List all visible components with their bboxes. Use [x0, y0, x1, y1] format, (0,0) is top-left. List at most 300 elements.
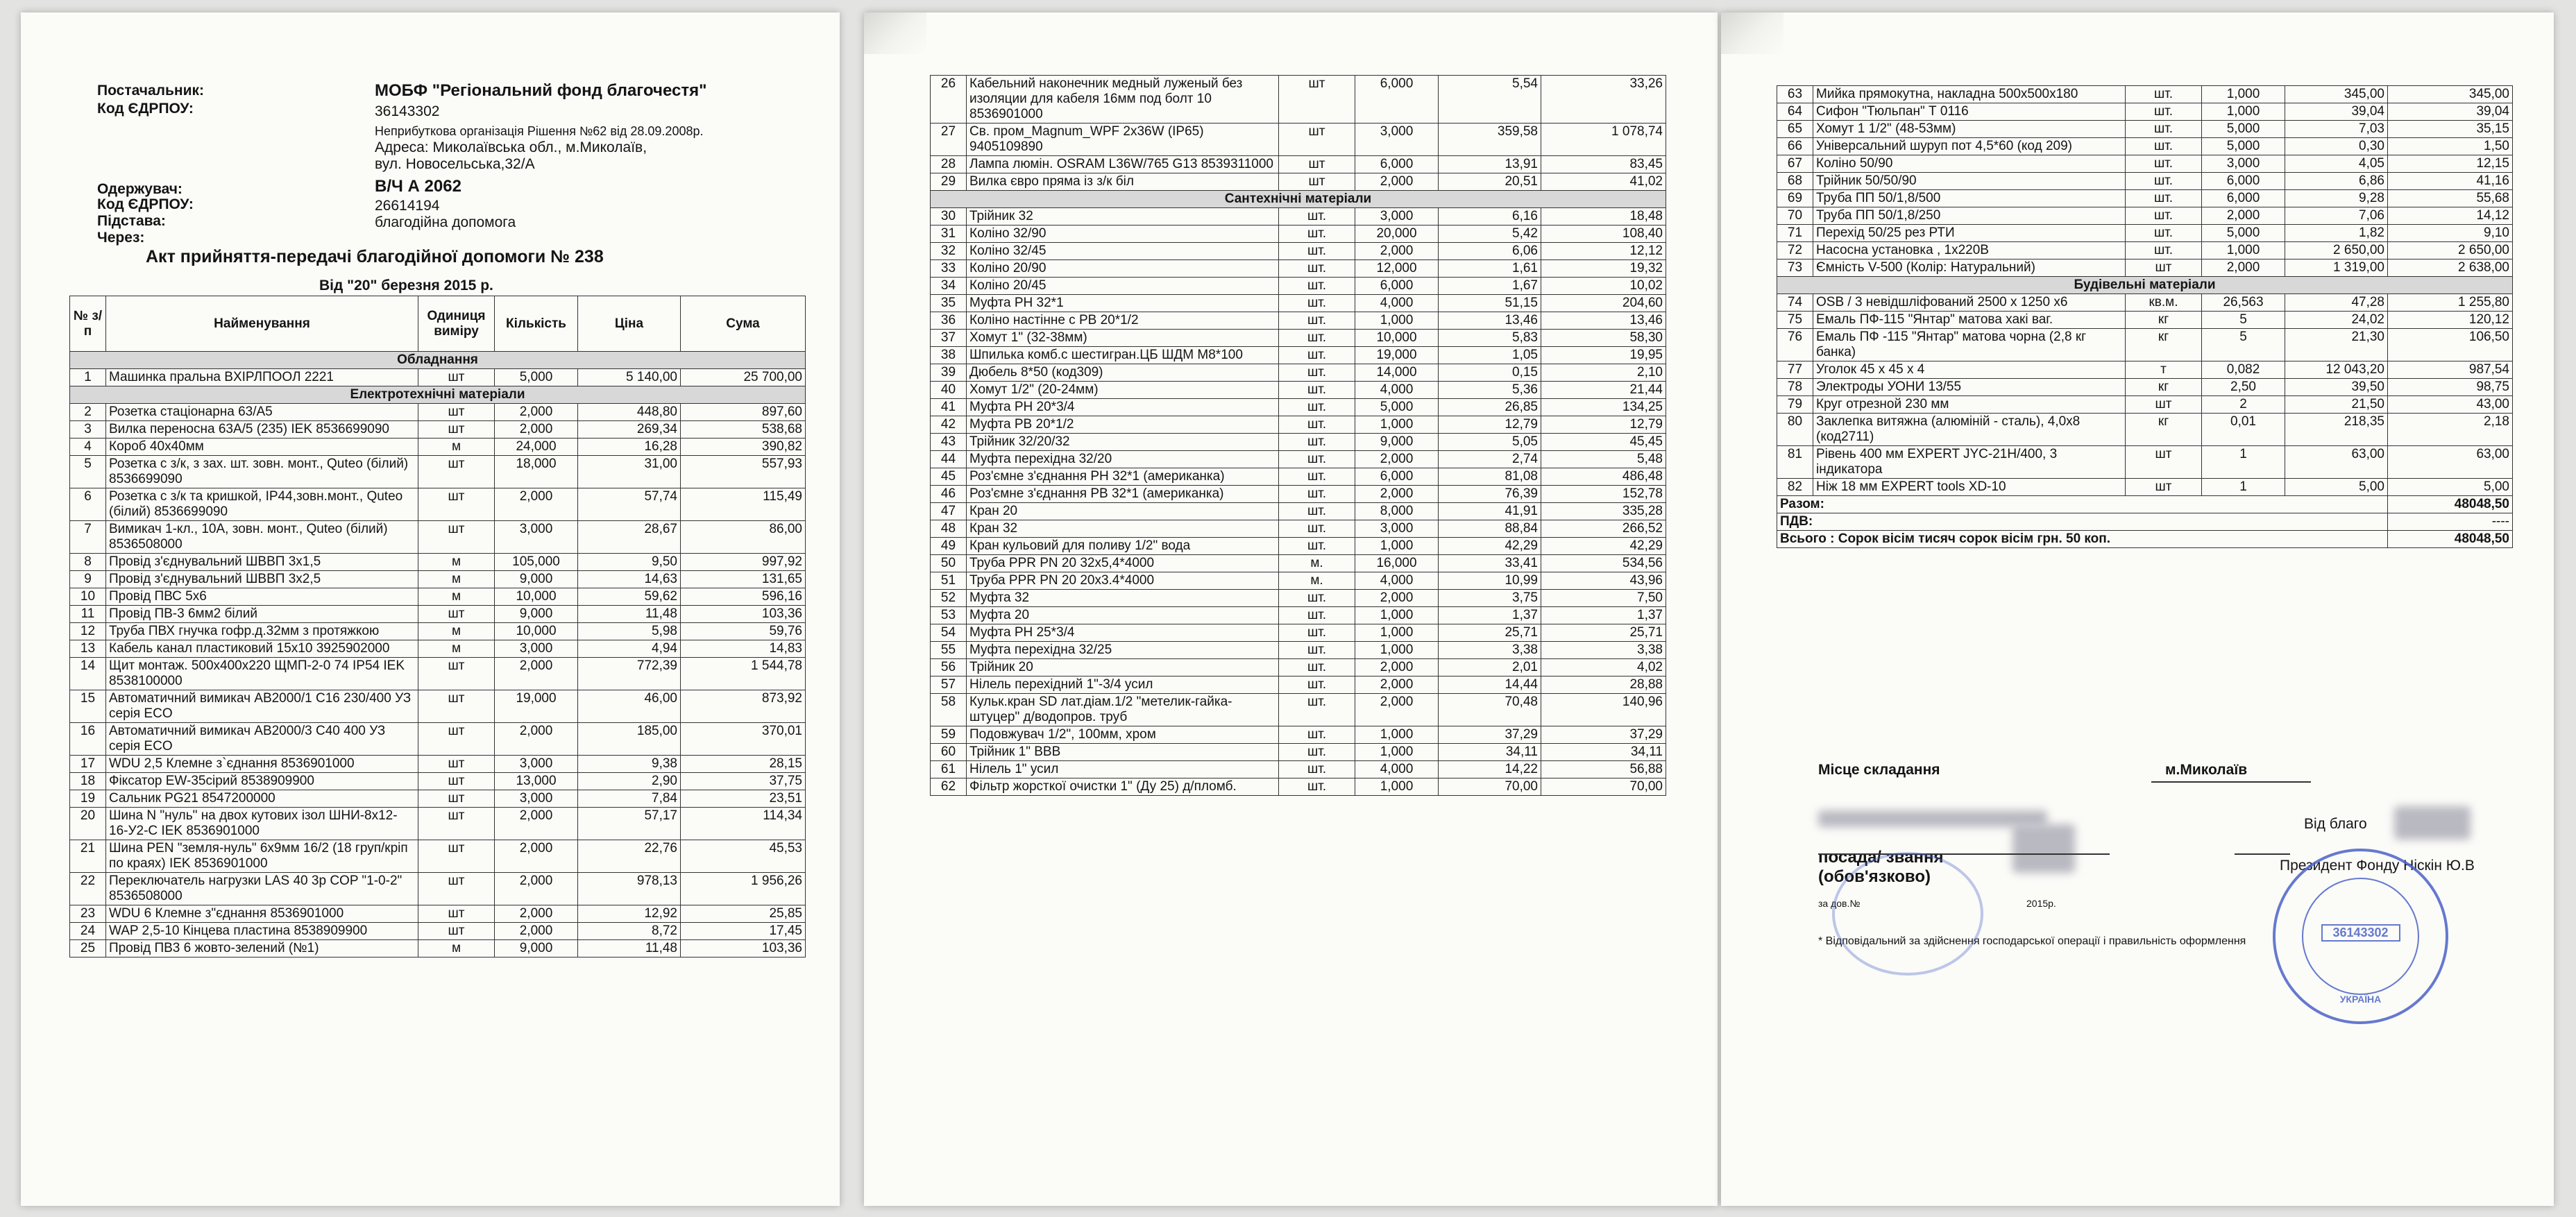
table-row: [931, 434, 1666, 451]
row-number: 79: [1777, 396, 1813, 414]
row-number: 44: [931, 451, 967, 468]
item-name: Мийка прямокутна, накладна 500х500х180: [1813, 86, 2126, 103]
table-row: [931, 312, 1666, 330]
item-unit: шт.: [1279, 225, 1355, 243]
item-unit: шт: [418, 773, 495, 790]
item-qty: 18,000: [495, 456, 578, 488]
item-price: 70,00: [1439, 778, 1541, 796]
item-sum: 2 650,00: [2388, 242, 2513, 259]
item-qty: 6,000: [1355, 278, 1439, 295]
recipient-label: Одержувач:: [97, 181, 183, 197]
row-number: 35: [931, 295, 967, 312]
row-number: 13: [70, 640, 106, 658]
item-price: 47,28: [2285, 294, 2388, 312]
item-sum: 58,30: [1541, 330, 1666, 347]
item-name: Роз'ємне з'єднання РВ 32*1 (американка): [967, 486, 1279, 503]
item-sum: 335,28: [1541, 503, 1666, 520]
item-name: Провід ПВС 5х6: [106, 588, 418, 606]
row-number: 16: [70, 723, 106, 756]
basis-label: Підстава:: [97, 213, 166, 229]
col-header-num: № з/п: [70, 296, 106, 352]
item-qty: 1,000: [1355, 607, 1439, 624]
row-number: 24: [70, 923, 106, 940]
item-price: 31,00: [578, 456, 681, 488]
item-name: Провід з'єднувальний ШВВП 3х2,5: [106, 571, 418, 588]
item-qty: 2,000: [1355, 486, 1439, 503]
table-row: [931, 399, 1666, 416]
item-sum: 4,02: [1541, 659, 1666, 676]
item-qty: 3,000: [1355, 520, 1439, 538]
item-name: WAP 2,5-10 Кінцева пластина 8538909900: [106, 923, 418, 940]
item-sum: 131,65: [681, 571, 806, 588]
item-name: Труба PPR PN 20 20х3.4*4000: [967, 572, 1279, 590]
item-sum: 5,48: [1541, 451, 1666, 468]
item-name: Сифон "Тюльпан" Т 0116: [1813, 103, 2126, 121]
item-price: 12 043,20: [2285, 361, 2388, 379]
item-price: 5,42: [1439, 225, 1541, 243]
recipient-stamp: [1832, 852, 1983, 976]
item-price: 1,37: [1439, 607, 1541, 624]
item-sum: 43,96: [1541, 572, 1666, 590]
item-qty: 2,000: [1355, 659, 1439, 676]
item-name: Электроды УОНИ 13/55: [1813, 379, 2126, 396]
item-name: Кульк.кран SD лат.діам.1/2 "метелик-гайка-штуцер" д/водопров. труб: [967, 694, 1279, 726]
item-unit: шт.: [1279, 382, 1355, 399]
table-row: [931, 538, 1666, 555]
row-number: 72: [1777, 242, 1813, 259]
item-qty: 2,000: [495, 873, 578, 905]
item-unit: шт: [418, 690, 495, 723]
item-price: 21,50: [2285, 396, 2388, 414]
table-row: [1777, 329, 2513, 361]
document-page-3: [1721, 12, 2554, 1206]
section-row: [70, 386, 806, 404]
row-number: 28: [931, 156, 967, 173]
item-qty: 2,000: [1355, 694, 1439, 726]
row-number: 27: [931, 124, 967, 156]
item-sum: 115,49: [681, 488, 806, 521]
table-row: [1777, 155, 2513, 173]
item-qty: 20,000: [1355, 225, 1439, 243]
item-unit: шт.: [1279, 399, 1355, 416]
supplier-name: МОБФ "Регіональний фонд благочестя": [375, 81, 707, 100]
item-qty: 6,000: [1355, 156, 1439, 173]
item-name: Муфта 32: [967, 590, 1279, 607]
item-sum: 10,02: [1541, 278, 1666, 295]
section-row: [1777, 277, 2513, 294]
item-price: 2,01: [1439, 659, 1541, 676]
item-name: Муфта РН 20*3/4: [967, 399, 1279, 416]
item-qty: 9,000: [495, 606, 578, 623]
table-row: [931, 778, 1666, 796]
item-qty: 1,000: [1355, 642, 1439, 659]
row-number: 38: [931, 347, 967, 364]
item-sum: 1,50: [2388, 138, 2513, 155]
table-row: [931, 486, 1666, 503]
item-unit: шт.: [1279, 486, 1355, 503]
item-price: 42,29: [1439, 538, 1541, 555]
item-unit: шт: [418, 723, 495, 756]
table-row: [1777, 138, 2513, 155]
item-qty: 9,000: [1355, 434, 1439, 451]
table-row: [1777, 259, 2513, 277]
row-number: 32: [931, 243, 967, 260]
item-qty: 14,000: [1355, 364, 1439, 382]
item-unit: шт.: [1279, 744, 1355, 761]
basis-value: благодійна допомога: [375, 214, 516, 230]
item-qty: 1,000: [2202, 242, 2285, 259]
item-unit: шт.: [2126, 155, 2202, 173]
row-number: 10: [70, 588, 106, 606]
table-row: [70, 840, 806, 873]
item-name: Кабель канал пластиковий 15х10 3925902000: [106, 640, 418, 658]
item-unit: шт.: [1279, 347, 1355, 364]
section-title: Обладнання: [70, 352, 806, 369]
row-number: 4: [70, 439, 106, 456]
item-name: Хомут 1 1/2" (48-53мм): [1813, 121, 2126, 138]
row-number: 69: [1777, 190, 1813, 207]
item-name: Коліно 20/45: [967, 278, 1279, 295]
item-unit: шт.: [2126, 86, 2202, 103]
item-sum: 534,56: [1541, 555, 1666, 572]
item-sum: 390,82: [681, 439, 806, 456]
item-qty: 105,000: [495, 554, 578, 571]
item-qty: 8,000: [1355, 503, 1439, 520]
item-unit: шт.: [1279, 312, 1355, 330]
row-number: 73: [1777, 259, 1813, 277]
item-qty: 1: [2202, 446, 2285, 479]
foundation-stamp: [2273, 849, 2448, 1024]
item-unit: м: [418, 940, 495, 958]
row-number: 76: [1777, 329, 1813, 361]
table-row: [70, 940, 806, 958]
item-unit: кг: [2126, 379, 2202, 396]
item-name: Коліно 20/90: [967, 260, 1279, 278]
col-header-price: Ціна: [578, 296, 681, 352]
table-row: [931, 156, 1666, 173]
item-unit: шт: [418, 404, 495, 421]
table-row: [1777, 242, 2513, 259]
item-sum: 14,12: [2388, 207, 2513, 225]
table-row: [70, 658, 806, 690]
item-sum: 897,60: [681, 404, 806, 421]
table-row: [1777, 479, 2513, 496]
col-header-qty: Кількість: [495, 296, 578, 352]
item-name: Автоматичний вимикач АВ2000/1 С16 230/400 УЗ серія ECO: [106, 690, 418, 723]
item-name: Трійник 50/50/90: [1813, 173, 2126, 190]
item-price: 1,67: [1439, 278, 1541, 295]
item-name: Трійник 1" ВВВ: [967, 744, 1279, 761]
item-sum: 45,45: [1541, 434, 1666, 451]
item-qty: 1,000: [1355, 538, 1439, 555]
item-name: Коліно 50/90: [1813, 155, 2126, 173]
item-qty: 9,000: [495, 571, 578, 588]
item-name: Св. пром_Magnum_WPF 2х36W (IP65) 9405109890: [967, 124, 1279, 156]
item-price: 14,63: [578, 571, 681, 588]
item-unit: шт: [418, 905, 495, 923]
item-qty: 2: [2202, 396, 2285, 414]
item-unit: шт: [418, 606, 495, 623]
item-price: 16,28: [578, 439, 681, 456]
item-price: 1 319,00: [2285, 259, 2388, 277]
item-price: 5,00: [2285, 479, 2388, 496]
table-row: [70, 421, 806, 439]
item-price: 5,05: [1439, 434, 1541, 451]
row-number: 3: [70, 421, 106, 439]
col-header-unit: Одиниця виміру: [418, 296, 495, 352]
table-row: [70, 873, 806, 905]
item-unit: кг: [2126, 329, 2202, 361]
item-qty: 1,000: [1355, 624, 1439, 642]
item-price: 2,74: [1439, 451, 1541, 468]
recipient-name: В/Ч А 2062: [375, 177, 461, 196]
item-name: Провід ПВ-3 6мм2 білий: [106, 606, 418, 623]
item-sum: 2 638,00: [2388, 259, 2513, 277]
table-row: [70, 773, 806, 790]
table-row: [931, 520, 1666, 538]
table-row: [1777, 361, 2513, 379]
table-row: [931, 364, 1666, 382]
item-unit: шт: [418, 873, 495, 905]
vat-label: ПДВ:: [1777, 513, 2388, 531]
item-price: 772,39: [578, 658, 681, 690]
item-unit: шт: [2126, 446, 2202, 479]
item-unit: м: [418, 571, 495, 588]
table-row: [1777, 173, 2513, 190]
item-qty: 3,000: [1355, 208, 1439, 225]
item-qty: 1,000: [1355, 778, 1439, 796]
row-number: 21: [70, 840, 106, 873]
item-sum: 28,15: [681, 756, 806, 773]
item-name: Провід ПВ3 6 жовто-зелений (№1): [106, 940, 418, 958]
item-name: Коліно 32/45: [967, 243, 1279, 260]
item-name: Розетка стаціонарна 63/А5: [106, 404, 418, 421]
recipient-code: 26614194: [375, 198, 440, 214]
item-unit: шт.: [1279, 694, 1355, 726]
item-qty: 6,000: [2202, 190, 2285, 207]
item-unit: шт.: [1279, 416, 1355, 434]
items-table-page1: [69, 296, 806, 958]
item-price: 57,17: [578, 808, 681, 840]
president-label: Президент Фонду Ніскін Ю.В: [2280, 858, 2475, 874]
item-unit: шт: [418, 923, 495, 940]
row-number: 81: [1777, 446, 1813, 479]
item-qty: 9,000: [495, 940, 578, 958]
item-qty: 5: [2202, 329, 2285, 361]
place-label: Місце складання: [1818, 762, 1940, 778]
item-sum: 538,68: [681, 421, 806, 439]
table-row: [1777, 396, 2513, 414]
item-unit: шт.: [1279, 659, 1355, 676]
place-underline: [2151, 781, 2311, 783]
item-sum: 114,34: [681, 808, 806, 840]
grand-total-value: 48048,50: [2388, 531, 2513, 548]
item-qty: 2,000: [2202, 259, 2285, 277]
item-sum: 152,78: [1541, 486, 1666, 503]
item-sum: 1,37: [1541, 607, 1666, 624]
item-unit: м.: [1279, 572, 1355, 590]
item-sum: 34,11: [1541, 744, 1666, 761]
item-unit: шт.: [2126, 138, 2202, 155]
table-row: [931, 295, 1666, 312]
item-qty: 2,000: [495, 808, 578, 840]
item-unit: шт: [418, 756, 495, 773]
item-sum: 83,45: [1541, 156, 1666, 173]
table-row: [931, 382, 1666, 399]
item-price: 6,06: [1439, 243, 1541, 260]
row-number: 15: [70, 690, 106, 723]
item-unit: т: [2126, 361, 2202, 379]
item-unit: шт.: [1279, 538, 1355, 555]
item-name: Рівень 400 мм EXPERT JYC-21H/400, 3 індикатора: [1813, 446, 2126, 479]
item-price: 46,00: [578, 690, 681, 723]
item-qty: 2,000: [1355, 451, 1439, 468]
item-name: Розетка с з/к, з зах. шт. зовн. монт., Quteo (білий) 8536699090: [106, 456, 418, 488]
table-row: [70, 571, 806, 588]
item-qty: 6,000: [1355, 468, 1439, 486]
item-name: Машинка пральна BXIРЛПООЛ 2221: [106, 369, 418, 386]
table-row: [931, 555, 1666, 572]
item-unit: шт: [418, 421, 495, 439]
item-qty: 4,000: [1355, 295, 1439, 312]
row-number: 71: [1777, 225, 1813, 242]
item-unit: м: [418, 588, 495, 606]
item-name: Кран кульовий для поливу 1/2" вода: [967, 538, 1279, 555]
table-row: [931, 676, 1666, 694]
item-unit: м: [418, 439, 495, 456]
item-sum: 370,01: [681, 723, 806, 756]
item-name: Насосна установка , 1х220В: [1813, 242, 2126, 259]
mandatory-label: (обов'язково): [1818, 867, 1931, 886]
item-price: 5,98: [578, 623, 681, 640]
item-sum: 37,75: [681, 773, 806, 790]
table-row: [931, 659, 1666, 676]
item-name: Хомут 1" (32-38мм): [967, 330, 1279, 347]
item-price: 978,13: [578, 873, 681, 905]
item-unit: шт.: [2126, 121, 2202, 138]
item-unit: шт.: [1279, 295, 1355, 312]
document-header: [97, 82, 833, 269]
row-number: 18: [70, 773, 106, 790]
item-sum: 108,40: [1541, 225, 1666, 243]
table-row: [931, 761, 1666, 778]
row-number: 43: [931, 434, 967, 451]
item-unit: кг: [2126, 414, 2202, 446]
row-number: 1: [70, 369, 106, 386]
col-header-name: Найменування: [106, 296, 418, 352]
table-row: [1777, 414, 2513, 446]
item-sum: 12,79: [1541, 416, 1666, 434]
item-price: 11,48: [578, 940, 681, 958]
item-sum: 12,12: [1541, 243, 1666, 260]
row-number: 56: [931, 659, 967, 676]
total-label: Разом:: [1777, 496, 2388, 513]
table-row: [931, 451, 1666, 468]
item-sum: 557,93: [681, 456, 806, 488]
item-name: Дюбель 8*50 (код309): [967, 364, 1279, 382]
page-fold-corner: [864, 12, 926, 54]
item-sum: 7,50: [1541, 590, 1666, 607]
total-value: 48048,50: [2388, 496, 2513, 513]
row-number: 36: [931, 312, 967, 330]
table-row: [70, 623, 806, 640]
page-fold-corner: [1721, 12, 1783, 54]
item-unit: кг: [2126, 312, 2202, 329]
item-sum: 120,12: [2388, 312, 2513, 329]
item-price: 218,35: [2285, 414, 2388, 446]
row-number: 26: [931, 76, 967, 124]
row-number: 12: [70, 623, 106, 640]
item-unit: шт.: [1279, 520, 1355, 538]
item-name: Лампа люмін. OSRAM L36W/765 G13 8539311000: [967, 156, 1279, 173]
row-number: 55: [931, 642, 967, 659]
item-price: 12,79: [1439, 416, 1541, 434]
item-sum: 103,36: [681, 606, 806, 623]
item-price: 7,84: [578, 790, 681, 808]
row-number: 59: [931, 726, 967, 744]
from-label: Від благо: [2304, 816, 2367, 832]
table-row: [70, 369, 806, 386]
table-row: [1777, 190, 2513, 207]
item-qty: 19,000: [1355, 347, 1439, 364]
item-qty: 4,000: [1355, 761, 1439, 778]
table-row: [931, 503, 1666, 520]
supplier-address-line2: вул. Новосельська,32/А: [375, 156, 535, 172]
row-number: 34: [931, 278, 967, 295]
sign-year: 2015р.: [2026, 898, 2056, 909]
item-price: 81,08: [1439, 468, 1541, 486]
item-qty: 5,000: [1355, 399, 1439, 416]
item-sum: 486,48: [1541, 468, 1666, 486]
row-number: 11: [70, 606, 106, 623]
item-sum: 9,10: [2388, 225, 2513, 242]
item-name: Короб 40х40мм: [106, 439, 418, 456]
table-row: [70, 456, 806, 488]
item-unit: шт: [418, 456, 495, 488]
item-price: 3,38: [1439, 642, 1541, 659]
items-table-page2: [930, 75, 1666, 796]
row-number: 70: [1777, 207, 1813, 225]
row-number: 57: [931, 676, 967, 694]
item-qty: 6,000: [1355, 76, 1439, 124]
item-qty: 2,000: [495, 723, 578, 756]
row-number: 47: [931, 503, 967, 520]
row-number: 45: [931, 468, 967, 486]
table-row: [1777, 225, 2513, 242]
item-sum: 19,95: [1541, 347, 1666, 364]
table-row: [931, 642, 1666, 659]
row-number: 37: [931, 330, 967, 347]
item-price: 13,91: [1439, 156, 1541, 173]
stamp-code: 36143302: [2321, 924, 2400, 942]
item-qty: 3,000: [495, 756, 578, 773]
row-number: 65: [1777, 121, 1813, 138]
item-price: 1,05: [1439, 347, 1541, 364]
row-number: 64: [1777, 103, 1813, 121]
item-name: Кран 20: [967, 503, 1279, 520]
item-sum: 19,32: [1541, 260, 1666, 278]
item-sum: 98,75: [2388, 379, 2513, 396]
item-name: Трійник 32/20/32: [967, 434, 1279, 451]
item-qty: 0,082: [2202, 361, 2285, 379]
section-title: Електротехнічні матеріали: [70, 386, 806, 404]
item-sum: 17,45: [681, 923, 806, 940]
item-qty: 3,000: [495, 521, 578, 554]
item-name: Трійник 20: [967, 659, 1279, 676]
item-qty: 2,000: [1355, 173, 1439, 191]
table-row: [70, 554, 806, 571]
item-price: 88,84: [1439, 520, 1541, 538]
